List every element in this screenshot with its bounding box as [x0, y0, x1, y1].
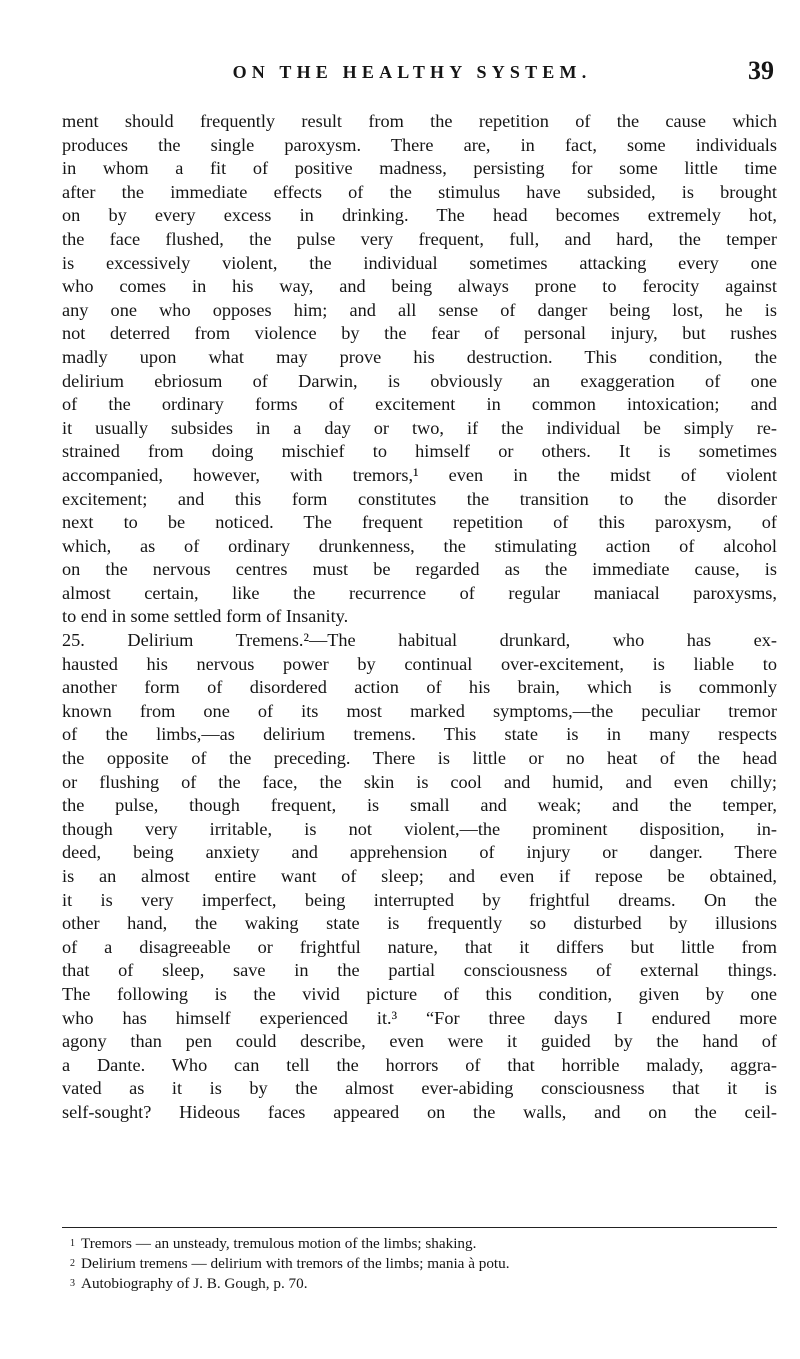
- text-line: strained from doing mischief to himself or others. It is sometimes: [62, 441, 777, 462]
- text-line: a Dante. Who can tell the horrors of that horrible malady, aggra-: [62, 1054, 777, 1075]
- page-number: 39: [748, 56, 774, 85]
- text-line: any one who opposes him; and all sense of danger being lost, he is: [62, 299, 777, 320]
- running-title: ON THE HEALTHY SYSTEM.: [232, 62, 592, 82]
- footnote-mark: 3: [70, 1278, 75, 1289]
- text-line: though very irritable, is not violent,—the prominent disposition, in-: [62, 818, 777, 839]
- text-line: excitement; and this form constitutes the transition to the disorder: [62, 488, 777, 509]
- footnote-mark: 1: [70, 1238, 75, 1249]
- text-line: on by every excess in drinking. The head becomes extremely hot,: [62, 205, 777, 226]
- text-line: deed, being anxiety and apprehension of injury or danger. There: [62, 842, 777, 863]
- text-line: almost certain, like the recurrence of regular maniacal paroxysms,: [62, 582, 777, 603]
- text-line: self-sought? Hideous faces appeared on the walls, and on the ceil-: [62, 1101, 777, 1122]
- footnote-mark: 2: [70, 1258, 75, 1269]
- text-line: of a disagreeable or frightful nature, that it differs but little from: [62, 936, 777, 957]
- text-line: the opposite of the preceding. There is little or no heat of the head: [62, 748, 777, 769]
- body-text: [62, 110, 777, 1125]
- text-line: not deterred from violence by the fear of personal injury, but rushes: [62, 323, 777, 344]
- text-line: it is very imperfect, being interrupted by frightful dreams. On the: [62, 889, 777, 910]
- text-line: The following is the vivid picture of this condition, given by one: [62, 983, 777, 1004]
- text-line: the pulse, though frequent, is small and weak; and the temper,: [62, 795, 777, 816]
- footnote-text: Tremors — an unsteady, tremulous motion of the limbs; shaking.: [81, 1235, 477, 1252]
- text-line: in whom a fit of positive madness, persisting for some little time: [62, 158, 777, 179]
- running-head: [62, 56, 774, 92]
- text-line: who has himself experienced it.³ “For three days I endured more: [62, 1007, 777, 1028]
- text-line: is excessively violent, the individual sometimes attacking every one: [62, 252, 777, 273]
- text-line: known from one of its most marked symptoms,—the peculiar tremor: [62, 700, 777, 721]
- text-line: of the ordinary forms of excitement in common intoxication; and: [62, 394, 777, 415]
- text-line: the face flushed, the pulse very frequent, full, and hard, the temper: [62, 228, 777, 249]
- text-line: vated as it is by the almost ever-abiding consciousness that it is: [62, 1078, 777, 1099]
- text-line: produces the single paroxysm. There are, in fact, some individuals: [62, 134, 777, 155]
- footnote-divider: [62, 1227, 777, 1228]
- footnote: [62, 1274, 777, 1294]
- text-line: or flushing of the face, the skin is cool and humid, and even chilly;: [62, 771, 777, 792]
- text-line: madly upon what may prove his destruction. This condition, the: [62, 346, 777, 367]
- text-line: hausted his nervous power by continual over-excitement, is liable to: [62, 653, 777, 674]
- text-line: of the limbs,—as delirium tremens. This state is in many respects: [62, 724, 777, 745]
- text-line: other hand, the waking state is frequently so disturbed by illusions: [62, 913, 777, 934]
- text-line: is an almost entire want of sleep; and even if repose be obtained,: [62, 866, 777, 886]
- text-line: another form of disordered action of his brain, which is commonly: [62, 677, 777, 698]
- text-line: who comes in his way, and being always prone to ferocity against: [62, 276, 777, 297]
- text-line: it usually subsides in a day or two, if the individual be simply re-: [62, 417, 777, 438]
- footnotes: [62, 1234, 777, 1294]
- text-line: to end in some settled form of Insanity.: [62, 606, 349, 627]
- text-line: agony than pen could describe, even were it guided by the hand of: [62, 1031, 777, 1052]
- text-line: which, as of ordinary drunkenness, the stimulating action of alcohol: [62, 535, 777, 556]
- footnote-text: Delirium tremens — delirium with tremors of the limbs; mania à potu.: [81, 1255, 510, 1272]
- footnote-text: Autobiography of J. B. Gough, p. 70.: [81, 1275, 308, 1292]
- text-line: on the nervous centres must be regarded as the immediate cause, is: [62, 559, 777, 580]
- text-line: that of sleep, save in the partial consciousness of external things.: [62, 960, 777, 981]
- text-line: delirium ebriosum of Darwin, is obviously an exaggeration of one: [62, 370, 777, 391]
- text-line: next to be noticed. The frequent repetition of this paroxysm, of: [62, 512, 777, 533]
- footnote: [62, 1254, 777, 1274]
- text-line: after the immediate effects of the stimulus have subsided, is brought: [62, 181, 777, 202]
- text-line: accompanied, however, with tremors,¹ even in the midst of violent: [62, 464, 777, 485]
- text-line: ment should frequently result from the repetition of the cause which: [62, 111, 777, 131]
- section-heading-line: 25. Delirium Tremens.²—The habitual drunkard, who has ex-: [62, 630, 777, 651]
- footnote: [62, 1234, 777, 1254]
